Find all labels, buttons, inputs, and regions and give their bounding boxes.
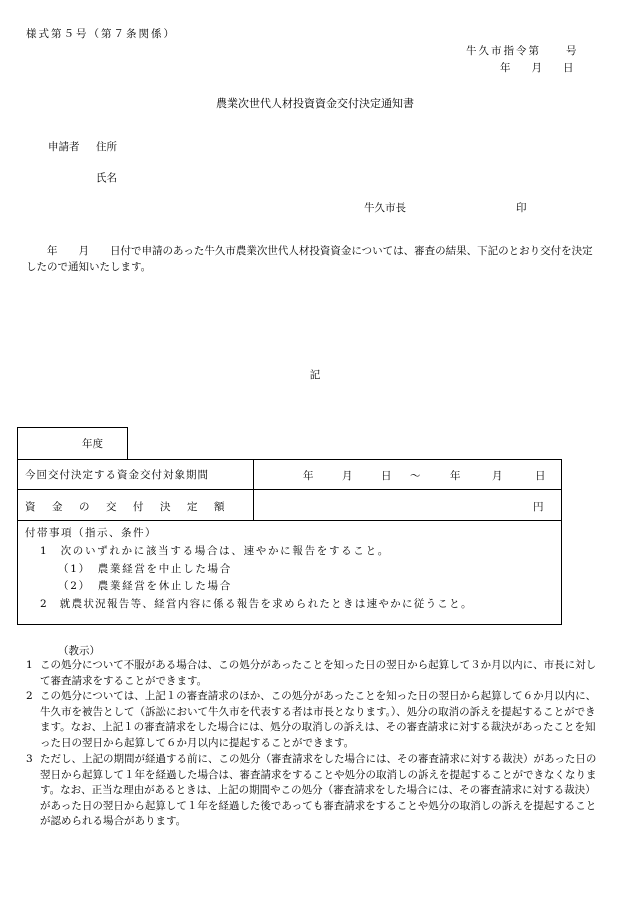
address-label: 住所 bbox=[96, 141, 117, 153]
notice-text-3: ただし、上記の期間が経過する前に、この処分（審査請求をした場合には、その審査請求に対する裁決）があった日の翌日から起算して１年を経過した場合は、審査請求をすることや処分の取消しの訴えを提起することができなくなります。なお、正当な理由があるときは、上記の期間やこの処分（審査請求をした場合には、その審査請求に対する裁決）があった日の翌日から起算して１年を経過した後であっても審査請求をすることや処分の取消しの訴えを提起することが認められる場合があります。 bbox=[40, 753, 597, 827]
notice-number-1: 1 bbox=[26, 659, 33, 671]
conditions-heading: 付帯事項（指示、条件） bbox=[25, 527, 157, 539]
period-year-2: 年 bbox=[450, 470, 461, 482]
notice-number-3: 3 bbox=[26, 753, 33, 765]
period-month-2: 月 bbox=[492, 470, 503, 482]
seal-mark: 印 bbox=[516, 202, 527, 214]
period-day-2: 日 bbox=[535, 470, 546, 482]
date-line: 年 月 日 bbox=[500, 62, 574, 74]
condition-item-2: 2 就農状況報告等、経営内容に係る報告を求められたときは速やかに従うこと。 bbox=[40, 598, 473, 610]
amount-label: 資金の交付決定額 bbox=[25, 501, 241, 513]
condition-item-1: 1 次のいずれかに該当する場合は、速やかに報告をすること。 bbox=[40, 545, 390, 557]
issuer-reference: 牛久市指令第 号 bbox=[466, 45, 579, 57]
period-tilde: ～ bbox=[410, 470, 421, 482]
condition-subitem-2: （2） 農業経営を休止した場合 bbox=[58, 580, 232, 592]
period-day-1: 日 bbox=[381, 470, 392, 482]
notice-text-2: この処分については、上記１の審査請求のほか、この処分があったことを知った日の翌日から起算して６か月以内に、牛久市を被告として（訴訟において牛久市を代表する者は市長となります。）、処分の取消の訴えを提起することができます。なお、上記１の審査請求をした場合には、処分の取消しの訴えは、その審査請求に対する裁決があったことを知った日の翌日から起算して６か月以内に提起することができます。 bbox=[40, 690, 597, 749]
table-divider bbox=[17, 520, 562, 521]
fiscal-year-cell bbox=[17, 427, 128, 460]
period-month-1: 月 bbox=[342, 470, 353, 482]
table-divider bbox=[17, 489, 562, 490]
mayor-title: 牛久市長 bbox=[364, 202, 406, 214]
notice-heading: （教示） bbox=[58, 645, 100, 657]
document-title: 農業次世代人材投資資金交付決定通知書 bbox=[216, 97, 414, 110]
body-paragraph: 年 月 日付で申請のあった牛久市農業次世代人材投資資金については、審査の結果、下記のとおり交付を決定したので通知いたします。 bbox=[26, 245, 593, 273]
condition-subitem-1: （1） 農業経営を中止した場合 bbox=[58, 563, 232, 575]
applicant-label: 申請者 bbox=[48, 141, 80, 153]
ki-heading: 記 bbox=[309, 369, 321, 381]
name-label: 氏名 bbox=[96, 172, 117, 184]
table-divider bbox=[253, 459, 254, 520]
form-number: 様式第５号（第７条関係） bbox=[26, 28, 176, 40]
period-year-1: 年 bbox=[303, 470, 314, 482]
fiscal-year-label: 年度 bbox=[82, 438, 103, 450]
period-label: 今回交付決定する資金交付対象期間 bbox=[25, 469, 209, 481]
notice-number-2: 2 bbox=[26, 690, 33, 702]
notice-text-1: この処分について不服がある場合は、この処分があったことを知った日の翌日から起算して３か月以内に、市長に対して審査請求をすることができます。 bbox=[40, 659, 597, 687]
amount-unit: 円 bbox=[533, 501, 544, 513]
